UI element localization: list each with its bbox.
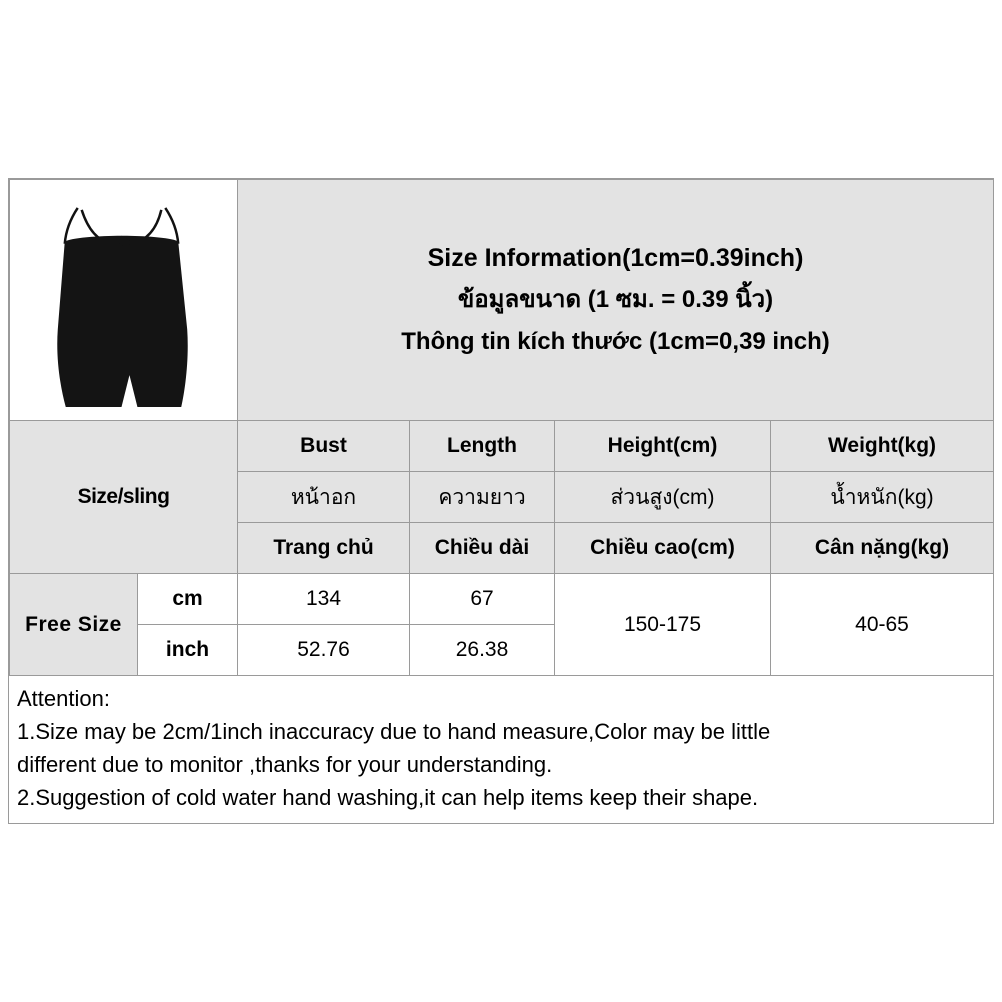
column-header-length-vi: Chiều dài	[410, 523, 555, 574]
column-header-weight-vi: Cân nặng(kg)	[771, 523, 994, 574]
column-header-bust-en: Bust	[238, 421, 410, 472]
title-cell	[238, 180, 994, 421]
column-header-height-en: Height(cm)	[555, 421, 771, 472]
length-inch-value: 26.38	[410, 625, 555, 676]
header-row-english	[10, 421, 994, 472]
attention-heading: Attention:	[17, 686, 110, 711]
column-header-weight-en: Weight(kg)	[771, 421, 994, 472]
attention-block	[9, 676, 993, 822]
size-chart-container	[8, 178, 994, 824]
row-label-free-size: Free Size	[10, 574, 138, 676]
column-header-height-th: ส่วนสูง(cm)	[555, 472, 771, 523]
unit-inch: inch	[138, 625, 238, 676]
column-header-weight-th: น้ำหนัก(kg)	[771, 472, 994, 523]
column-header-height-vi: Chiều cao(cm)	[555, 523, 771, 574]
title-vietnamese: Thông tin kích thước (1cm=0,39 inch)	[401, 328, 830, 355]
attention-line-3: 2.Suggestion of cold water hand washing,it can help items keep their shape.	[17, 785, 759, 810]
column-header-bust-vi: Trang chủ	[238, 523, 410, 574]
product-image-cell	[10, 180, 238, 421]
column-header-length-th: ความยาว	[410, 472, 555, 523]
bust-inch-value: 52.76	[238, 625, 410, 676]
height-range-value: 150-175	[555, 574, 771, 676]
header-band-row	[10, 180, 994, 421]
weight-range-value: 40-65	[771, 574, 994, 676]
column-header-length-en: Length	[410, 421, 555, 472]
bust-cm-value: 134	[238, 574, 410, 625]
length-cm-value: 67	[410, 574, 555, 625]
table-row	[10, 574, 994, 625]
size-chart-table	[9, 179, 994, 676]
attention-line-1: 1.Size may be 2cm/1inch inaccuracy due to hand measure,Color may be little	[17, 719, 771, 744]
title-english: Size Information(1cm=0.39inch)	[427, 244, 804, 272]
column-header-bust-th: หน้าอก	[238, 472, 410, 523]
title-thai: ข้อมูลขนาด (1 ซม. = 0.39 นิ้ว)	[457, 286, 774, 313]
unit-cm: cm	[138, 574, 238, 625]
sling-dress-icon	[10, 180, 237, 419]
size-sling-label: Size/sling	[10, 421, 238, 574]
attention-line-2: different due to monitor ,thanks for your understanding.	[17, 752, 553, 777]
